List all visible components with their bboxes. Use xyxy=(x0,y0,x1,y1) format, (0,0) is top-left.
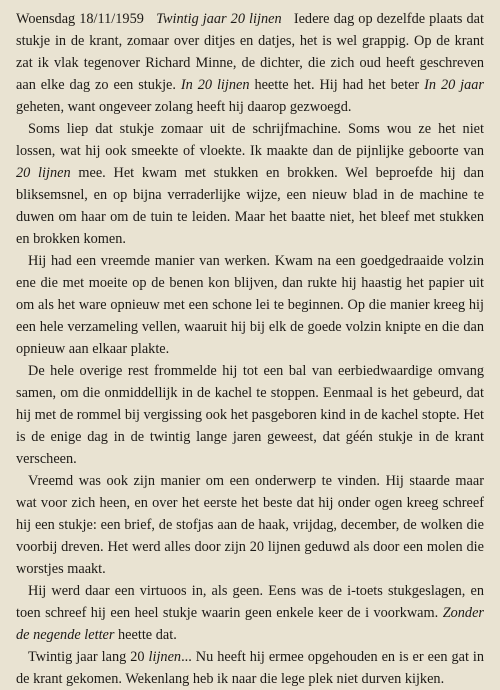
text-run: heette dat. xyxy=(114,627,177,643)
paragraph-6 xyxy=(16,580,484,646)
italic-run: lijnen xyxy=(148,649,182,665)
paragraph-7 xyxy=(16,646,484,690)
text-run: Hij had een vreemde manier van werken. Kwam na een goedgedraaide volzin ene die met moeite op de benen kon blijven, dan rukte hij haastig het papier uit om als het ware opnieuw met een schone lei te beginnen. Op die manier kreeg hij een hele verzameling vellen, waaruit hij bij elk de goede volzin knipte en die dan opnieuw aan elkaar plakte. xyxy=(16,253,484,357)
article-heading: Twintig jaar 20 lijnen xyxy=(156,11,282,27)
text-run: geheten, want ongeveer zolang heeft hij daarop gezwoegd. xyxy=(16,99,352,115)
text-run: mee. Het kwam met stukken en brokken. Wel beproefde hij dan bliksemsnel, en op bijna verraderlijke wijze, een nieuw blad in de machine te duwen om haar om de tuin te leiden. Maar het baatte niet, het bleef met stukken en brokken komen. xyxy=(16,165,484,247)
paragraph-5 xyxy=(16,470,484,580)
paragraph-4 xyxy=(16,360,484,470)
text-run: Iedere dag op dezelfde plaats dat stukje in de krant, zomaar over ditjes en datjes, het is wel grappig. Op de krant zat ik vlak tegenover Richard Minne, de dichter, die zich oud heeft geschreven aan elke dag zo een stukje. xyxy=(16,11,485,93)
italic-run: In 20 lijnen xyxy=(180,77,250,93)
paragraph-2 xyxy=(16,118,484,250)
paragraph-1 xyxy=(16,8,484,118)
text-run: Vreemd was ook zijn manier om een onderwerp te vinden. Hij staarde maar wat voor zich heen, en over het eerste het beste dat hij onder ogen kreeg schreef hij een stukje: een brief, de stofjas aan de haak, vrijdag, december, de wolken die voorbij dreven. Het werd alles door zijn 20 lijnen geduwd als door een molen die worstjes maakt. xyxy=(16,473,484,577)
text-run: heette het. Hij had het beter xyxy=(249,77,425,93)
text-run: Hij werd daar een virtuoos in, als geen. Eens was de i-toets stukgeslagen, en toen schreef hij een heel stukje waarin geen enkele keer de i voorkwam. xyxy=(16,583,484,621)
text-run: De hele overige rest frommelde hij tot een bal van eerbiedwaardige omvang samen, om die onmiddellijk in de kachel te stoppen. Eenmaal is het gebeurd, dat hij met de rommel bij vergissing ook het pasgeboren kind in de kachel stopte. Het is de enige dag in de twintig lange jaren geweest, dat géén stukje in de krant verscheen. xyxy=(16,363,484,467)
italic-run: Zonder de negende letter xyxy=(16,605,484,643)
article xyxy=(16,8,484,690)
italic-run: 20 lijnen xyxy=(16,165,71,181)
text-run: Twintig jaar lang 20 xyxy=(28,649,149,665)
text-run: ... Nu heeft hij ermee opgehouden en is er een gat in de krant gekomen. Wekenlang heb ik naar die lege plek niet durven kijken. xyxy=(16,649,485,687)
article-date: Woensdag 18/11/1959 xyxy=(16,11,144,27)
text-run: Soms liep dat stukje zomaar uit de schrijfmachine. Soms wou ze het niet lossen, wat hij ook smeekte of vloekte. Ik maakte dan de pijnlijke geboorte van xyxy=(16,121,484,159)
italic-run: In 20 jaar xyxy=(424,77,484,93)
paragraph-3 xyxy=(16,250,484,360)
